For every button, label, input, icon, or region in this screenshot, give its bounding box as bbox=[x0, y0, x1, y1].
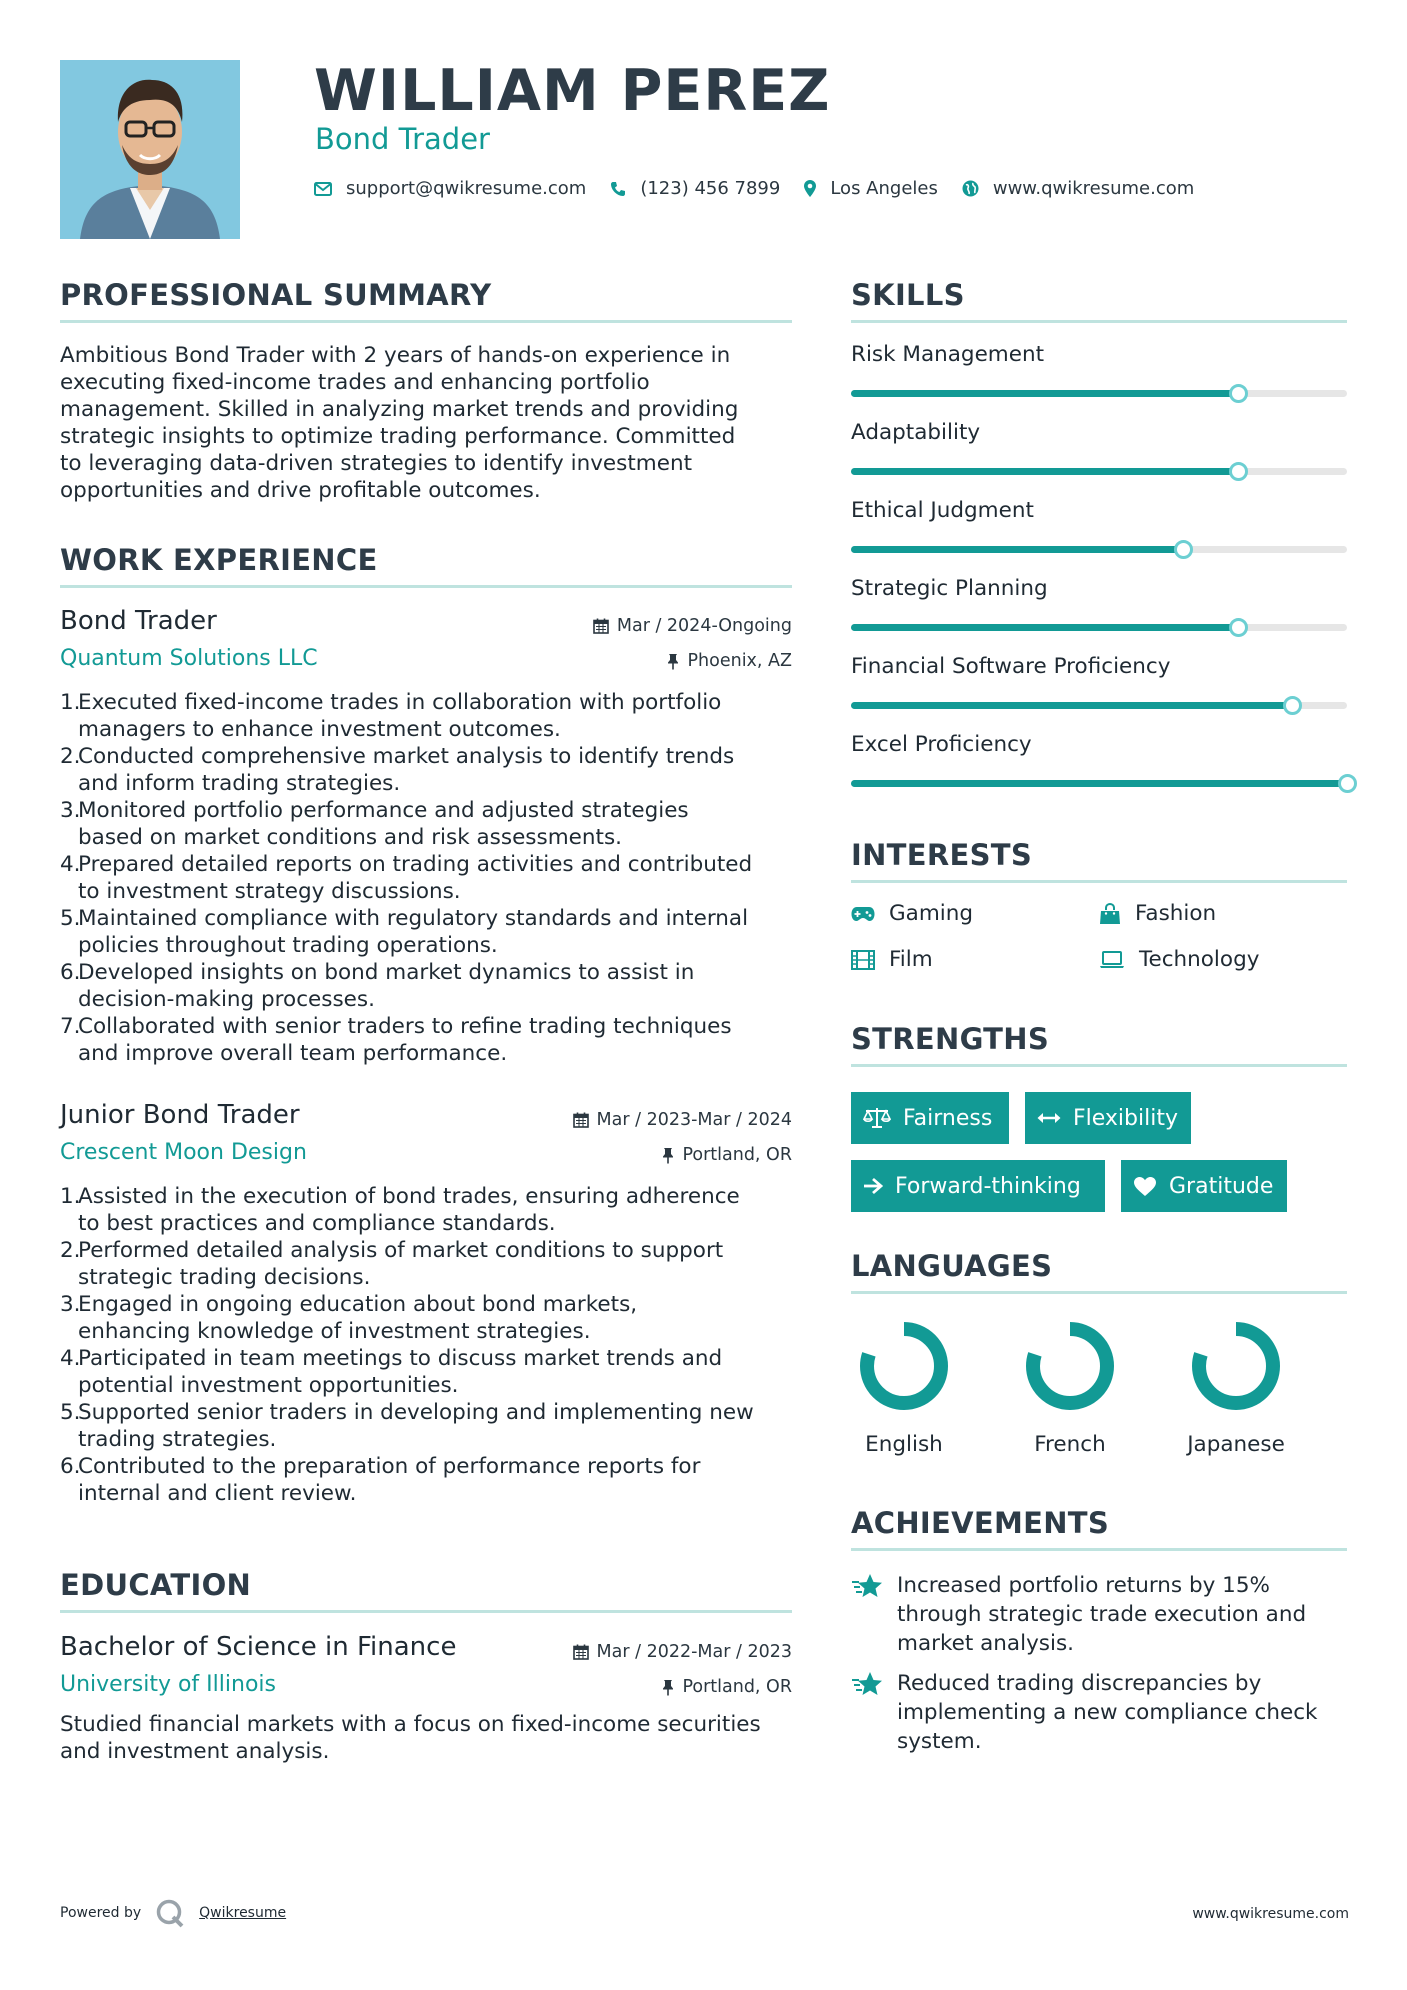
item-line: decision-making processes. bbox=[78, 987, 375, 1012]
skill-name: Risk Management bbox=[851, 342, 1045, 367]
contact-website[interactable] bbox=[962, 178, 1194, 199]
location-text: Los Angeles bbox=[830, 178, 938, 199]
balance-scale-icon bbox=[863, 1107, 891, 1129]
education-line: Studied financial markets with a focus on fixed-income securities bbox=[60, 1712, 761, 1737]
item-number: 6. bbox=[60, 960, 81, 985]
item-line: Monitored portfolio performance and adjusted strategies bbox=[78, 798, 689, 823]
skill-name: Excel Proficiency bbox=[851, 732, 1032, 757]
list-item bbox=[60, 689, 795, 743]
interest-label: Film bbox=[889, 947, 933, 972]
strength-label: Gratitude bbox=[1169, 1173, 1274, 1199]
summary-text bbox=[60, 342, 795, 504]
skill-bar-fill bbox=[851, 468, 1238, 475]
item-number: 4. bbox=[60, 852, 81, 877]
item-number: 1. bbox=[60, 1184, 81, 1209]
strength-tag bbox=[1025, 1092, 1191, 1144]
shopping-bag-icon bbox=[1099, 903, 1121, 925]
skill-bar-fill bbox=[851, 780, 1347, 787]
item-number: 4. bbox=[60, 1346, 81, 1371]
summary-line: opportunities and drive profitable outcomes. bbox=[60, 478, 541, 503]
skill-bar bbox=[851, 702, 1347, 709]
brand-link[interactable]: Qwikresume bbox=[199, 1905, 287, 1921]
job-entry bbox=[60, 606, 792, 1076]
skills-heading: SKILLS bbox=[851, 278, 965, 312]
language-item bbox=[829, 1318, 979, 1457]
list-item bbox=[60, 1183, 795, 1237]
interest-item bbox=[851, 901, 973, 926]
summary-line: executing fixed-income trades and enhancing portfolio bbox=[60, 370, 650, 395]
achievement-text bbox=[897, 1669, 1318, 1756]
globe-icon bbox=[962, 180, 979, 197]
interest-item bbox=[851, 947, 933, 972]
interest-label: Technology bbox=[1139, 947, 1260, 972]
item-line: based on market conditions and risk assessments. bbox=[78, 825, 622, 850]
list-item bbox=[60, 1453, 795, 1507]
footer-powered-by bbox=[60, 1898, 286, 1928]
item-line: enhancing knowledge of investment strategies. bbox=[78, 1319, 591, 1344]
skill-bar-knob bbox=[1174, 540, 1193, 559]
job-entry bbox=[60, 1100, 792, 1520]
film-icon bbox=[851, 950, 875, 970]
job-date bbox=[593, 616, 792, 636]
interest-item bbox=[1099, 947, 1259, 972]
job-location bbox=[667, 651, 792, 671]
achievement-item bbox=[851, 1571, 1351, 1658]
summary-line: management. Skilled in analyzing market trends and providing bbox=[60, 397, 739, 422]
language-name: English bbox=[865, 1432, 943, 1457]
achievements-heading: ACHIEVEMENTS bbox=[851, 1506, 1110, 1540]
language-name: French bbox=[1034, 1432, 1106, 1457]
calendar-icon bbox=[593, 618, 609, 634]
list-item bbox=[60, 1345, 795, 1399]
item-line: Participated in team meetings to discuss market trends and bbox=[78, 1346, 723, 1371]
strength-label: Flexibility bbox=[1073, 1105, 1178, 1131]
skill-bar-fill bbox=[851, 390, 1238, 397]
strength-label: Fairness bbox=[903, 1105, 993, 1131]
item-line: internal and client review. bbox=[78, 1481, 357, 1506]
strengths-heading: STRENGTHS bbox=[851, 1022, 1050, 1056]
skill-bar-knob bbox=[1338, 774, 1357, 793]
experience-heading: WORK EXPERIENCE bbox=[60, 543, 378, 577]
item-line: strategic trading decisions. bbox=[78, 1265, 371, 1290]
item-number: 1. bbox=[60, 690, 81, 715]
item-line: potential investment opportunities. bbox=[78, 1373, 459, 1398]
map-pin-icon bbox=[804, 180, 816, 197]
education-line: and investment analysis. bbox=[60, 1739, 330, 1764]
achievement-item bbox=[851, 1669, 1351, 1756]
contact-phone[interactable] bbox=[610, 178, 780, 199]
achievement-line: implementing a new compliance check bbox=[897, 1700, 1318, 1725]
list-item bbox=[60, 1237, 795, 1291]
phone-text: (123) 456 7899 bbox=[640, 178, 781, 199]
skill-bar bbox=[851, 546, 1347, 553]
profile-photo bbox=[60, 60, 240, 239]
skill-name: Strategic Planning bbox=[851, 576, 1048, 601]
item-line: Developed insights on bond market dynamics to assist in bbox=[78, 960, 695, 985]
item-number: 7. bbox=[60, 1014, 81, 1039]
item-line: managers to enhance investment outcomes. bbox=[78, 717, 561, 742]
interests-divider bbox=[851, 880, 1347, 883]
item-line: trading strategies. bbox=[78, 1427, 277, 1452]
job-duties-list bbox=[60, 689, 795, 1067]
pushpin-icon bbox=[662, 1679, 674, 1696]
item-line: Performed detailed analysis of market conditions to support bbox=[78, 1238, 724, 1263]
skill-bar-knob bbox=[1283, 696, 1302, 715]
education-date-text: Mar / 2022-Mar / 2023 bbox=[596, 1642, 792, 1662]
item-line: Assisted in the execution of bond trades, ensuring adherence bbox=[78, 1184, 740, 1209]
achievements-divider bbox=[851, 1548, 1347, 1551]
achievement-line: system. bbox=[897, 1729, 982, 1754]
skill-bar bbox=[851, 390, 1347, 397]
item-line: Executed fixed-income trades in collaboration with portfolio bbox=[78, 690, 722, 715]
interests-heading: INTERESTS bbox=[851, 838, 1033, 872]
strength-label: Forward-thinking bbox=[895, 1173, 1081, 1199]
item-line: and improve overall team performance. bbox=[78, 1041, 508, 1066]
skill-bar-knob bbox=[1229, 384, 1248, 403]
job-location-text: Portland, OR bbox=[682, 1145, 792, 1165]
skill-name: Financial Software Proficiency bbox=[851, 654, 1171, 679]
experience-divider bbox=[60, 585, 792, 588]
language-name: Japanese bbox=[1187, 1432, 1285, 1457]
item-number: 2. bbox=[60, 1238, 81, 1263]
job-location bbox=[662, 1145, 792, 1165]
summary-line: strategic insights to optimize trading performance. Committed bbox=[60, 424, 736, 449]
list-item bbox=[60, 905, 795, 959]
skill-bar bbox=[851, 624, 1347, 631]
candidate-name: WILLIAM PEREZ bbox=[314, 58, 831, 124]
education-entry bbox=[60, 1632, 792, 1772]
item-line: Engaged in ongoing education about bond markets, bbox=[78, 1292, 638, 1317]
strengths-divider bbox=[851, 1064, 1347, 1067]
skill-bar bbox=[851, 780, 1347, 787]
job-title: Junior Bond Trader bbox=[60, 1100, 300, 1130]
skill-name: Adaptability bbox=[851, 420, 981, 445]
degree-title: Bachelor of Science in Finance bbox=[60, 1632, 457, 1662]
achievement-line: through strategic trade execution and bbox=[897, 1602, 1307, 1627]
pushpin-icon bbox=[662, 1147, 674, 1164]
skill-bar bbox=[851, 468, 1347, 475]
education-divider bbox=[60, 1610, 792, 1613]
skill-bar-knob bbox=[1229, 618, 1248, 637]
education-heading: EDUCATION bbox=[60, 1568, 252, 1602]
education-description bbox=[60, 1711, 795, 1765]
summary-heading: PROFESSIONAL SUMMARY bbox=[60, 278, 492, 312]
language-item bbox=[1161, 1318, 1311, 1457]
list-item bbox=[60, 851, 795, 905]
job-date-text: Mar / 2024-Ongoing bbox=[616, 616, 792, 636]
languages-heading: LANGUAGES bbox=[851, 1249, 1053, 1283]
list-item bbox=[60, 797, 795, 851]
item-number: 3. bbox=[60, 798, 81, 823]
phone-icon bbox=[610, 181, 626, 197]
item-number: 3. bbox=[60, 1292, 81, 1317]
interest-label: Gaming bbox=[889, 901, 974, 926]
item-line: Contributed to the preparation of performance reports for bbox=[78, 1454, 701, 1479]
envelope-icon bbox=[314, 182, 332, 196]
contact-email[interactable] bbox=[314, 178, 586, 199]
item-line: Maintained compliance with regulatory standards and internal bbox=[78, 906, 749, 931]
achievement-line: Reduced trading discrepancies by bbox=[897, 1671, 1262, 1696]
gamepad-icon bbox=[851, 906, 875, 922]
item-number: 2. bbox=[60, 744, 81, 769]
achievement-line: Increased portfolio returns by 15% bbox=[897, 1573, 1270, 1598]
item-line: Supported senior traders in developing and implementing new bbox=[78, 1400, 754, 1425]
arrows-horizontal-icon bbox=[1037, 1111, 1061, 1125]
job-title: Bond Trader bbox=[60, 606, 217, 636]
job-company: Quantum Solutions LLC bbox=[60, 646, 318, 671]
star-badge-icon bbox=[851, 1671, 885, 1699]
powered-by-text: Powered by bbox=[60, 1905, 142, 1921]
email-text: support@qwikresume.com bbox=[346, 178, 587, 199]
item-line: Prepared detailed reports on trading activities and contributed bbox=[78, 852, 753, 877]
item-number: 6. bbox=[60, 1454, 81, 1479]
contact-location bbox=[804, 178, 938, 199]
list-item bbox=[60, 743, 795, 797]
summary-line: to leveraging data-driven strategies to identify investment bbox=[60, 451, 693, 476]
list-item bbox=[60, 1291, 795, 1345]
item-line: and inform trading strategies. bbox=[78, 771, 401, 796]
calendar-icon bbox=[573, 1644, 589, 1660]
website-text: www.qwikresume.com bbox=[992, 178, 1195, 199]
job-location-text: Phoenix, AZ bbox=[687, 651, 792, 671]
summary-line: Ambitious Bond Trader with 2 years of hands-on experience in bbox=[60, 343, 731, 368]
calendar-icon bbox=[573, 1112, 589, 1128]
languages-divider bbox=[851, 1291, 1347, 1294]
item-line: to investment strategy discussions. bbox=[78, 879, 461, 904]
item-line: policies throughout trading operations. bbox=[78, 933, 498, 958]
pushpin-icon bbox=[667, 653, 679, 670]
job-company: Crescent Moon Design bbox=[60, 1140, 307, 1165]
item-line: to best practices and compliance standards. bbox=[78, 1211, 556, 1236]
footer-url[interactable]: www.qwikresume.com bbox=[1192, 1906, 1349, 1922]
skill-bar-fill bbox=[851, 624, 1238, 631]
item-line: Conducted comprehensive market analysis to identify trends bbox=[78, 744, 735, 769]
education-location-text: Portland, OR bbox=[682, 1677, 792, 1697]
heart-icon bbox=[1133, 1176, 1157, 1197]
interest-item bbox=[1099, 901, 1216, 926]
item-number: 5. bbox=[60, 1400, 81, 1425]
summary-divider bbox=[60, 320, 792, 323]
achievement-text bbox=[897, 1571, 1306, 1658]
education-location bbox=[662, 1677, 792, 1697]
interest-label: Fashion bbox=[1135, 901, 1217, 926]
list-item bbox=[60, 1399, 795, 1453]
skill-bar-fill bbox=[851, 546, 1183, 553]
job-date bbox=[573, 1110, 792, 1130]
strength-tag bbox=[851, 1092, 1009, 1144]
school-name: University of Illinois bbox=[60, 1672, 276, 1697]
candidate-role: Bond Trader bbox=[315, 122, 490, 156]
language-ring bbox=[856, 1318, 952, 1414]
language-ring bbox=[1022, 1318, 1118, 1414]
qwikresume-logo-icon bbox=[155, 1898, 185, 1928]
language-item bbox=[995, 1318, 1145, 1457]
item-number: 5. bbox=[60, 906, 81, 931]
education-date bbox=[573, 1642, 792, 1662]
skill-bar-knob bbox=[1229, 462, 1248, 481]
skill-bar-fill bbox=[851, 702, 1292, 709]
item-line: Collaborated with senior traders to refine trading techniques bbox=[78, 1014, 732, 1039]
strength-tag bbox=[1121, 1160, 1287, 1212]
language-ring bbox=[1188, 1318, 1284, 1414]
job-date-text: Mar / 2023-Mar / 2024 bbox=[596, 1110, 792, 1130]
laptop-icon bbox=[1099, 951, 1125, 969]
skills-divider bbox=[851, 320, 1347, 323]
skill-name: Ethical Judgment bbox=[851, 498, 1034, 523]
strength-tag bbox=[851, 1160, 1105, 1212]
job-duties-list bbox=[60, 1183, 795, 1507]
contact-bar bbox=[314, 178, 1218, 199]
star-badge-icon bbox=[851, 1573, 885, 1601]
list-item bbox=[60, 959, 795, 1013]
achievement-line: market analysis. bbox=[897, 1631, 1075, 1656]
arrow-right-icon bbox=[863, 1177, 883, 1195]
list-item bbox=[60, 1013, 795, 1067]
